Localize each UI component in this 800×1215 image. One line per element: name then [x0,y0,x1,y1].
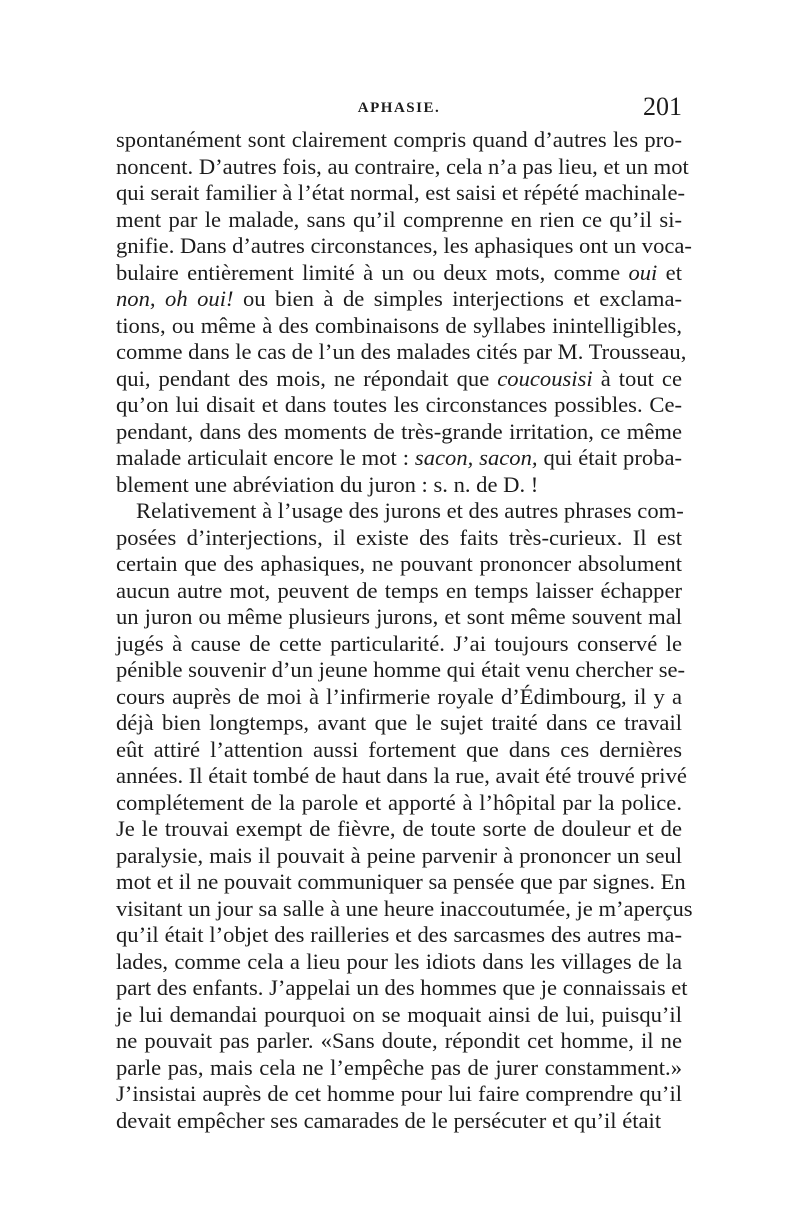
text-line: pendant, dans des moments de très-grande irritation, ce même [116,418,682,444]
italic-text: oui [628,259,658,285]
text-line: qu’il était l’objet des railleries et des sarcasmes des autres ma- [116,922,682,947]
line-segment: qui était proba- [537,445,682,470]
text-line: pénible souvenir d’un jeune homme qui était venu chercher se- [116,657,686,682]
running-head [116,92,682,122]
text-line [116,286,682,313]
text-line: spontanément sont clairement compris quand d’autres les pro- [116,127,682,152]
text-line: lades, comme cela a lieu pour les idiots dans les villages de la [116,948,682,974]
line-segment: à tout ce [592,365,682,391]
text-line [116,260,682,287]
text-line: mot et il ne pouvait communiquer sa pensée que par signes. En [116,869,686,894]
line-segment: et [657,259,682,285]
text-line: un juron ou même plusieurs jurons, et sont même souvent mal [116,604,682,629]
page-number: 201 [643,92,682,121]
text-line: Je le trouvai exempt de fièvre, de toute sorte de douleur et de [116,816,682,841]
text-line: jugés à cause de cette particularité. J’ai toujours conservé le [116,630,682,656]
text-line: qu’on lui disait et dans toutes les circonstances possibles. Ce- [116,392,682,417]
text-line: blement une abréviation du juron : s. n. de D. ! [116,471,539,497]
paragraph-1 [116,127,692,498]
text-line: J’insistai auprès de cet homme pour lui faire comprendre qu’il [116,1081,682,1106]
text-line: Relativement à l’usage des jurons et des autres phrases com- [136,498,684,523]
text-line: visitant un jour sa salle à une heure inaccoutumée, je m’aperçus [116,895,693,921]
text-line: je lui demandai pourquoi on se moquait ainsi de lui, puisqu’il [116,1001,682,1027]
line-segment: bulaire entièrement limité à un ou deux mots, comme [116,259,629,285]
text-line: années. Il était tombé de haut dans la rue, avait été trouvé privé [116,763,687,788]
italic-text: non, oh oui! [116,286,234,311]
text-line: ne pouvait pas parler. «Sans doute, répondit cet homme, il ne [116,1028,682,1053]
body-text [116,127,693,1134]
text-line: parle pas, mais cela ne l’empêche pas de jurer constamment.» [116,1054,682,1080]
line-segment: qui, pendant des mois, ne répondait que [116,365,498,391]
text-line: posées d’interjections, il existe des faits très-curieux. Il est [116,524,682,550]
text-line [116,445,682,472]
italic-text: sacon, sacon, [414,445,538,470]
running-title: APHASIE. [357,100,441,116]
text-line: cours auprès de moi à l’infirmerie royale d’Édimbourg, il y a [116,683,682,709]
text-line: comme dans le cas de l’un des malades cités par M. Trousseau, [116,339,687,364]
text-line: part des enfants. J’appelai un des hommes que je connaissais et [116,975,688,1000]
text-line: eût attiré l’attention aussi fortement que dans ces dernières [116,736,682,762]
italic-text: coucousisi [497,365,593,391]
text-line: paralysie, mais il pouvait à peine parvenir à prononcer un seul [116,842,682,868]
text-line [116,366,682,393]
line-segment: ou bien à de simples interjections et exclama- [233,286,683,311]
text-line: complétement de la parole et apporté à l’hôpital par la police. [116,789,682,815]
text-line: ment par le malade, sans qu’il comprenne en rien ce qu’il si- [116,206,682,232]
text-line: devait empêcher ses camarades de le persécuter et qu’il était [116,1107,662,1133]
text-line: tions, ou même à des combinaisons de syllabes inintelligibles, [116,312,682,338]
line-segment: malade articulait encore le mot : [116,445,415,470]
text-line: gnifie. Dans d’autres circonstances, les aphasiques ont un voca- [116,233,692,258]
text-line: certain que des aphasiques, ne pouvant prononcer absolument [116,551,682,576]
paragraph-2 [116,498,693,1134]
text-line: aucun autre mot, peuvent de temps en temps laisser échapper [116,577,682,603]
text-line: qui serait familier à l’état normal, est saisi et répété machinale- [116,180,685,205]
text-line: déjà bien longtemps, avant que le sujet traité dans ce travail [116,710,682,735]
text-line: noncent. D’autres fois, au contraire, cela n’a pas lieu, et un mot [116,153,689,179]
